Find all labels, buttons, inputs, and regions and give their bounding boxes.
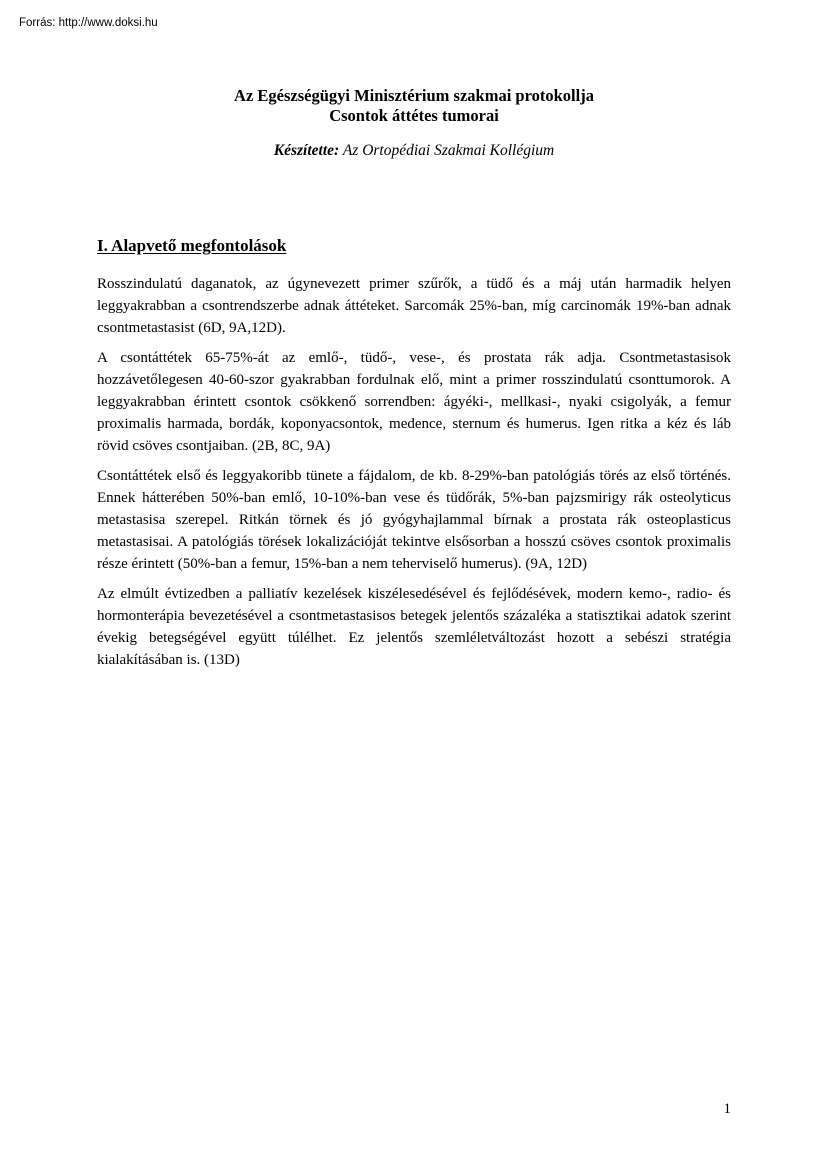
paragraph-4: Az elmúlt évtizedben a palliatív kezelések kiszélesedésével és fejlődésévek, modern kemo-, radio- és hormonterápia bevezetésével a csontmetastasisos betegek jelentős százaléka a statisztikai adatok szerint évekig betegségével együtt túlélhet. Ez jelentős szemléletváltozást hozott a sebészi stratégia kialakításában is. (13D) [97, 586, 731, 668]
paragraph-1: Rosszindulatú daganatok, az úgynevezett primer szűrők, a tüdő és a máj után harmadik helyen leggyakrabban a csontrendszerbe adnak áttéteket. Sarcomák 25%-ban, míg carcinomák 19%-ban adnak csontmetastasist (6D, 9A,12D). [97, 276, 731, 336]
section-body [97, 273, 731, 671]
section-heading [97, 235, 731, 257]
paragraph-2: A csontáttétek 65-75%-át az emlő-, tüdő-, vese-, és prostata rák adja. Csontmetastasisok hozzávetőlegesen 40-60-szor gyakrabban fordulnak elő, mint a primer rosszindulatú csonttumorok. A leggyakrabban érintett csontok csökkenő sorrendben: ágyéki-, mellkasi-, nyaki csigolyák, a femur proximalis harmada, bordák, koponyacsontok, medence, sternum és humerus. Igen ritka a kéz és láb rövid csöves csontjaiban. (2B, 8C, 9A) [97, 350, 731, 454]
author-line [97, 141, 731, 161]
author-label: Készítette: [273, 142, 340, 159]
page-number: 1 [723, 1101, 731, 1117]
document-title-line2: Csontok áttétes tumorai [329, 105, 499, 125]
paragraph-3: Csontáttétek első és leggyakoribb tünete a fájdalom, de kb. 8-29%-ban patológiás törés az első történés. Ennek hátterében 50%-ban emlő, 10-10%-ban vese és tüdőrák, 5%-ban pajzsmirigy rák osteolyticus metastasisa szerepel. Ritkán törnek és jó gyógyhajlammal bírnak a prostata rák osteoplasticus metastasisai. A patológiás törések lokalizációját tekintve elsősorban a hosszú csöves csontok proximalis része érintett (50%-ban a femur, 15%-ban a nem teherviselő humerus). (9A, 12D) [97, 468, 731, 572]
document-title [97, 86, 731, 125]
source-url-line: Forrás: http://www.doksi.hu [19, 17, 158, 29]
document-title-line1: Az Egészségügyi Minisztérium szakmai protokollja [234, 86, 594, 105]
section-heading-text: I. Alapvető megfontolások [97, 236, 287, 255]
document-content [97, 0, 731, 671]
author-name: Az Ortopédiai Szakmai Kollégium [342, 142, 555, 159]
